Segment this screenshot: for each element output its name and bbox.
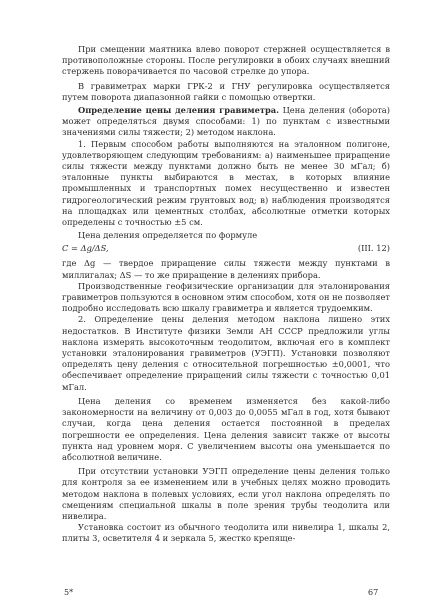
signature-mark: 5* [64, 588, 74, 597]
formula-expression: C = Δg/ΔS, [62, 243, 109, 254]
page-number: 67 [368, 588, 379, 597]
formula-number: (III. 12) [357, 243, 390, 254]
paragraph-text: Цена деления (оборота) может определяться двумя способами: 1) по пунктам с известными значениями силы тяжести; 2) методом наклона. [62, 105, 390, 138]
paragraph-formula-legend: где Δg — твердое приращение силы тяжести между пунктами в миллигалах; ΔS — то же приращение в делениях прибора. [62, 258, 390, 280]
section-heading: Определение цены деления гравиметра. [78, 105, 280, 116]
text-body [62, 44, 390, 545]
formula-row [62, 243, 390, 256]
paragraph-no-installation: При отсутствии установки УЭГП определение цены деления только для контроля за ее изменением или в учебных целях можно проводить методом наклона в полевых условиях, если угол наклона определять по смещениям специальной шкалы в поле зрения трубы теодолита или нивелира. [62, 466, 390, 521]
paragraph-division-change: Цена деления со временем изменяется без какой-либо закономерности на величину от 0,003 до 0,0055 мГал в год, хотя бывают случаи, когда цена деления остается постоянной в пределах погрешности ее определения. Цена деления зависит также от высоты пункта над уровнем моря. С увеличением высоты она уменьшается по абсолютной величине. [62, 395, 390, 462]
paragraph-installation: Установка состоит из обычного теодолита или нивелира 1, шкалы 2, плиты 3, осветителя 4 и зеркала 5, жестко крепяще- [62, 522, 390, 544]
paragraph-division-definition [62, 105, 390, 139]
paragraph-method-one: 1. Первым способом работы выполняются на эталонном полигоне, удовлетворяющем следующим требованиям: а) наименьшее приращение силы тяжести между пунктами должно быть не менее 30 мГал; б) эталонные пункты выбираются в местах, в которых влияние промышленных и транспортных помех несущественно и известен гидрогеологический режим грунтовых вод; в) наблюдения производятся на площадках или цементных столбах, абсолютные отметки которых определены с точностью ±5 см. [62, 138, 390, 228]
paragraph-production-organizations: Производственные геофизические организации для эталонирования гравиметров пользуются в основном этим способом, хотя он не позволяет подробно исследовать всю шкалу гравиметра и является трудоемким. [62, 280, 390, 314]
paragraph-formula-intro: Цена деления определяется по формуле [78, 230, 258, 241]
paragraph-pendulum-shift: При смещении маятника влево поворот стержней осуществляется в противоположные стороны. После регулировки в обоих случаях внешний стержень поворачивается по часовой стрелке до упора. [62, 44, 390, 77]
paragraph-method-two: 2. Определение цены деления методом наклона лишено этих недостатков. В Институте физики Земли АН СССР предложили углы наклона измерять высокоточным теодолитом, включая его в комплект установки эталонирования гравиметров (УЭГП). Установки позволяют определять цену деления с относительной погрешностью ±0,0001, что обеспечивает определение приращений силы тяжести с точностью 0,01 мГал. [62, 314, 390, 392]
paragraph-grk2-regulation: В гравиметрах марки ГРК-2 и ГНУ регулировка осуществляется путем поворота диапазонной гайки с помощью отвертки. [62, 80, 390, 102]
